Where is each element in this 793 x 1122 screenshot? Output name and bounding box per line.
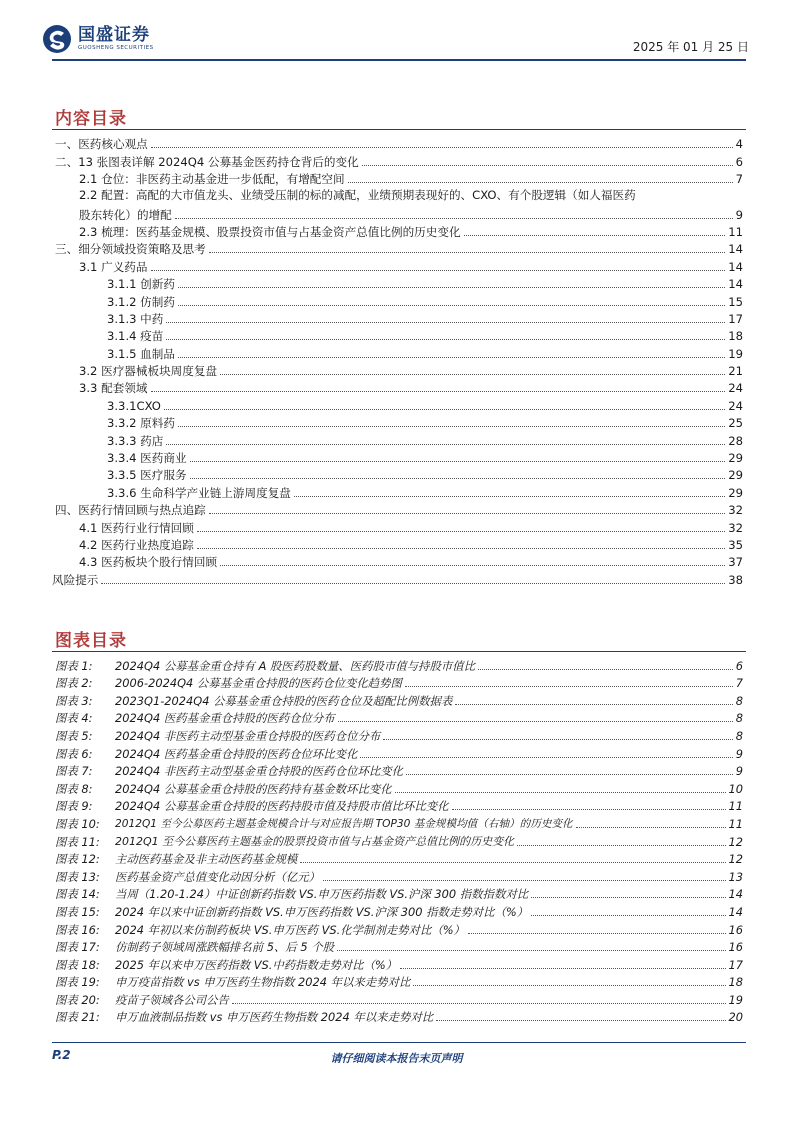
toc-entry[interactable]: 风险提示 38: [52, 572, 743, 587]
toc-entry[interactable]: 二、13 张图表详解 2024Q4 公募基金医药持仓背后的变化 6: [55, 154, 743, 169]
toc-entry[interactable]: 3.3.2 原料药 25: [107, 416, 743, 431]
guosheng-logo-icon: [42, 24, 72, 54]
toc-title-divider: [52, 129, 746, 130]
toc-entry[interactable]: 3.1.5 血制品 19: [107, 346, 743, 361]
brand-logo: [42, 24, 154, 54]
figure-entry[interactable]: 图表 19: 申万疫苗指数 vs 申万医药生物指数 2024 年以来走势对比 18: [55, 975, 743, 990]
header-divider: [52, 59, 746, 61]
footer-divider: [52, 1042, 746, 1043]
toc-entry[interactable]: 3.1.1 创新药 14: [107, 277, 743, 292]
report-date: 2025 年 01 月 25 日: [632, 40, 749, 54]
figures-title: 图表目录: [55, 631, 127, 651]
toc-entry[interactable]: 4.2 医药行业热度追踪 35: [79, 537, 743, 552]
toc-entry[interactable]: 3.1.3 中药 17: [107, 311, 743, 326]
table-of-contents: [52, 135, 743, 588]
figure-entry[interactable]: 图表 20: 疫苗子领域各公司公告 19: [55, 992, 743, 1007]
footer-disclaimer[interactable]: 请仔细阅读本报告末页声明: [330, 1052, 463, 1065]
figure-entry[interactable]: 图表 17: 仿制药子领域周涨跌幅排名前 5、后 5 个股 16: [55, 940, 743, 955]
toc-entry-wrapped-line[interactable]: 2.2 配置：高配的大市值龙头、业绩受压制的标的减配，业绩预期表现好的、CXO、有个股逻辑（如人福医药: [79, 188, 636, 203]
figure-entry[interactable]: 图表 12: 主动医药基金及非主动医药基金规模 12: [55, 852, 743, 867]
toc-entry[interactable]: 一、医药核心观点 4: [55, 137, 743, 152]
toc-entry[interactable]: 3.1 广义药品 14: [79, 259, 743, 274]
brand-name-en: GUOSHENG SECURITIES: [78, 44, 154, 51]
toc-title: 内容目录: [55, 109, 127, 129]
figure-entry[interactable]: 图表 1: 2024Q4 公募基金重仓持有 A 股医药股数量、医药股市值与持股市值比 6: [55, 658, 743, 673]
toc-entry[interactable]: 股东转化）的增配 9: [79, 207, 743, 222]
figure-entry[interactable]: 图表 5: 2024Q4 非医药主动型基金重仓持股的医药仓位分布 8: [55, 728, 743, 743]
toc-entry[interactable]: 四、医药行情回顾与热点追踪 32: [55, 503, 743, 518]
figure-entry[interactable]: 图表 3: 2023Q1-2024Q4 公募基金重仓持股的医药仓位及超配比例数据表 8: [55, 693, 743, 708]
brand-name-cn: 国盛证券: [78, 24, 150, 45]
figure-entry[interactable]: 图表 18: 2025 年以来申万医药指数 VS.中药指数走势对比（%） 17: [55, 957, 743, 972]
list-of-figures: [55, 656, 743, 1025]
figure-entry[interactable]: 图表 15: 2024 年以来中证创新药指数 VS.申万医药指数 VS.沪深 300 指数走势对比（%） 14: [55, 904, 743, 919]
page-number: P.2: [52, 1048, 71, 1062]
toc-entry[interactable]: 3.1.4 疫苗 18: [107, 329, 743, 344]
figure-entry[interactable]: 图表 8: 2024Q4 公募基金重仓持股的医药持有基金数环比变化 10: [55, 781, 743, 796]
figure-entry[interactable]: 图表 13: 医药基金资产总值变化动因分析（亿元） 13: [55, 869, 743, 884]
toc-entry[interactable]: 4.1 医药行业行情回顾 32: [79, 520, 743, 535]
toc-entry[interactable]: 2.1 仓位：非医药主动基金进一步低配，有增配空间 7: [79, 172, 743, 187]
figure-entry[interactable]: 图表 2: 2006-2024Q4 公募基金重仓持股的医药仓位变化趋势图 7: [55, 676, 743, 691]
toc-entry[interactable]: 3.3.1CXO 24: [107, 398, 743, 413]
toc-entry[interactable]: 3.3.4 医药商业 29: [107, 451, 743, 466]
toc-entry[interactable]: 三、细分领域投资策略及思考 14: [55, 242, 743, 257]
toc-entry[interactable]: 3.1.2 仿制药 15: [107, 294, 743, 309]
figure-entry[interactable]: 图表 9: 2024Q4 公募基金重仓持股的医药持股市值及持股市值比环比变化 11: [55, 799, 743, 814]
figure-entry[interactable]: 图表 14: 当周（1.20-1.24）中证创新药指数 VS.申万医药指数 VS.沪深 300 指数指数对比 14: [55, 887, 743, 902]
figure-entry[interactable]: 图表 10: 2012Q1 至今公募医药主题基金规模合计与对应报告期 TOP30 基金规模均值（右轴）的历史变化 11: [55, 816, 743, 831]
toc-entry[interactable]: 3.3 配套领域 24: [79, 381, 743, 396]
figure-entry[interactable]: 图表 16: 2024 年初以来仿制药板块 VS.申万医药 VS.化学制剂走势对比（%） 16: [55, 922, 743, 937]
toc-entry[interactable]: 3.3.3 药店 28: [107, 433, 743, 448]
figure-entry[interactable]: 图表 21: 申万血液制品指数 vs 申万医药生物指数 2024 年以来走势对比 20: [55, 1010, 743, 1025]
page-header: [0, 0, 793, 62]
toc-entry[interactable]: 4.3 医药板块个股行情回顾 37: [79, 555, 743, 570]
figure-entry[interactable]: 图表 11: 2012Q1 至今公募医药主题基金的股票投资市值与占基金资产总值比例的历史变化 12: [55, 834, 743, 849]
toc-entry[interactable]: 3.3.5 医疗服务 29: [107, 468, 743, 483]
toc-entry[interactable]: 3.3.6 生命科学产业链上游周度复盘 29: [107, 485, 743, 500]
figure-entry[interactable]: 图表 6: 2024Q4 医药基金重仓持股的医药仓位环比变化 9: [55, 746, 743, 761]
figures-title-divider: [52, 651, 746, 652]
toc-entry[interactable]: 3.2 医疗器械板块周度复盘 21: [79, 364, 743, 379]
toc-entry[interactable]: 2.3 梳理：医药基金规模、股票投资市值与占基金资产总值比例的历史变化 11: [79, 224, 743, 239]
figure-entry[interactable]: 图表 4: 2024Q4 医药基金重仓持股的医药仓位分布 8: [55, 711, 743, 726]
figure-entry[interactable]: 图表 7: 2024Q4 非医药主动型基金重仓持股的医药仓位环比变化 9: [55, 764, 743, 779]
